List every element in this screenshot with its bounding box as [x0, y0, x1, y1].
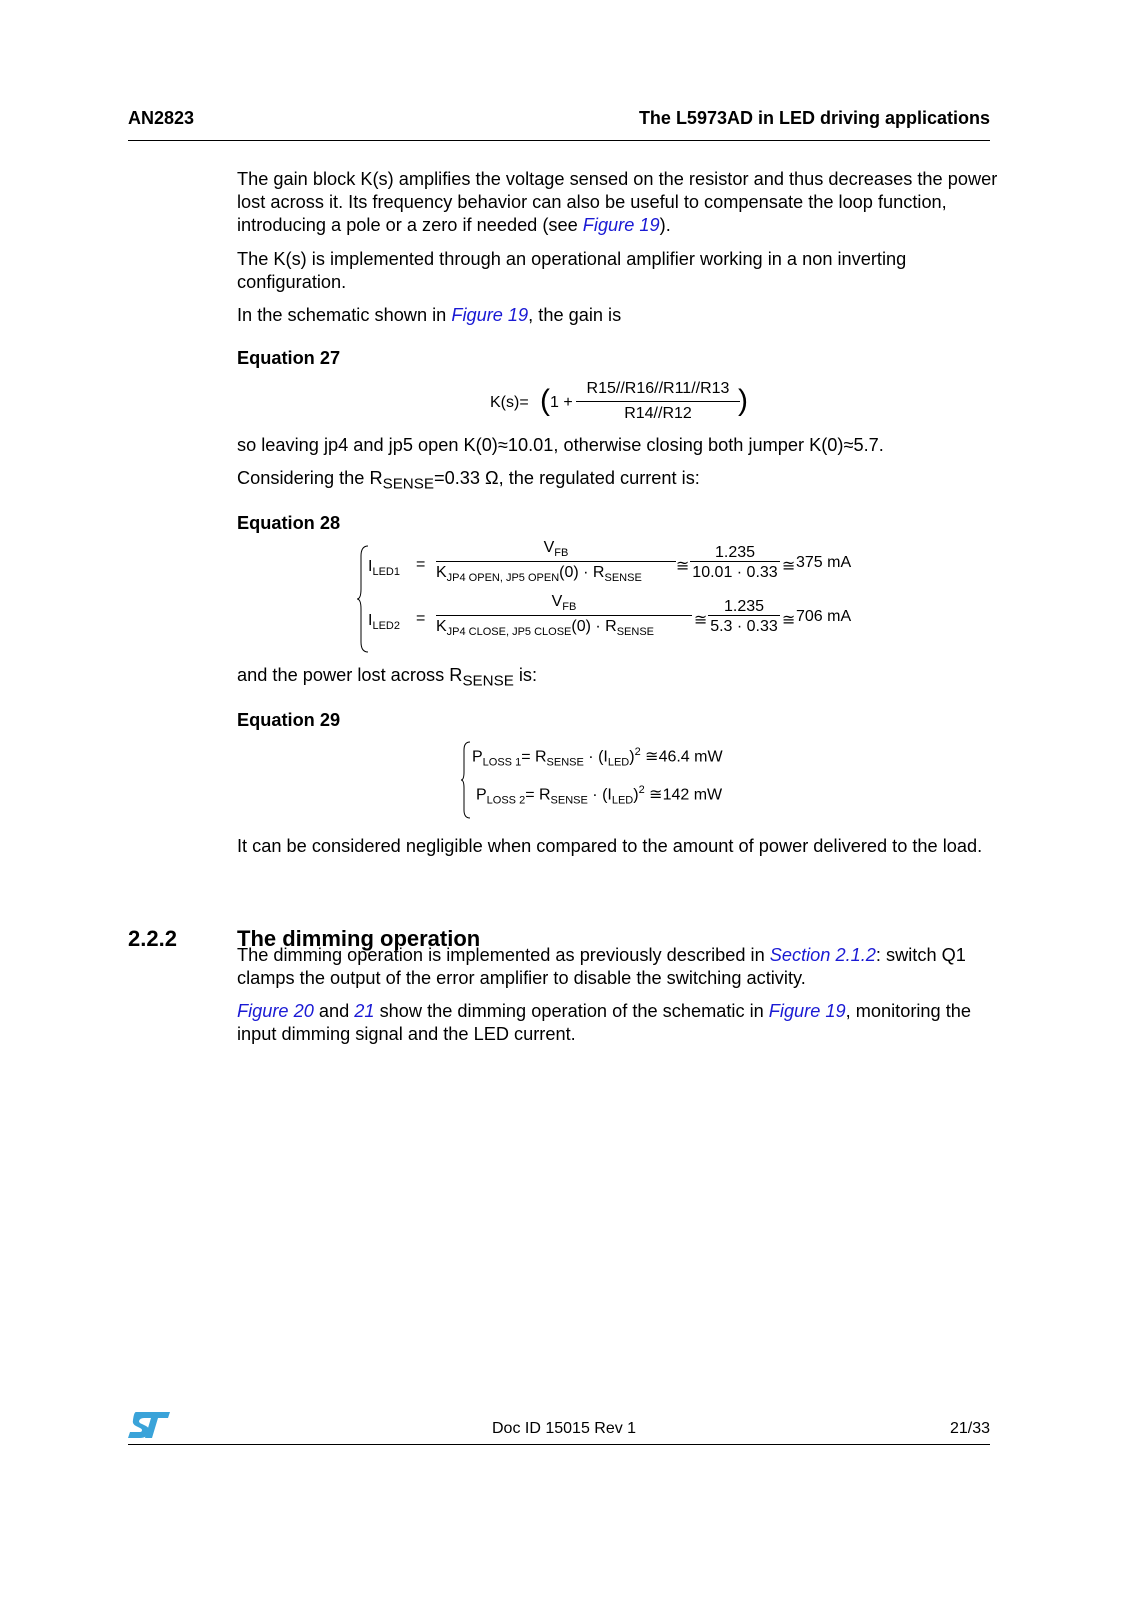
- eq28-equals: =: [416, 610, 426, 627]
- header-title: The L5973AD in LED driving applications: [638, 108, 990, 128]
- link-figure-19[interactable]: Figure 19: [582, 215, 660, 235]
- paragraph-text: show the dimming operation of the schematic in: [374, 1001, 769, 1021]
- paragraph-text: ).: [659, 215, 671, 235]
- eq28-num2-2: 1.235: [723, 598, 765, 615]
- eq28-vfb: $V_{FB}$: [543, 539, 569, 560]
- eq28-fraction-bar-2b: [708, 615, 780, 616]
- link-figure-20[interactable]: Figure 20: [237, 1001, 314, 1021]
- doc-code: AN2823: [128, 108, 195, 128]
- equation-29: [460, 740, 780, 820]
- equation-27: [490, 380, 750, 430]
- section-number: 2.2.2: [128, 926, 177, 951]
- paragraph-text: It can be considered negligible when compared to the amount of power delivered to the load.: [237, 836, 983, 856]
- link-figure-21[interactable]: 21: [354, 1001, 375, 1021]
- paragraph-text: , the gain is: [528, 305, 622, 325]
- paragraph-text: Considering the R: [237, 468, 383, 488]
- eq27-one-plus: 1 +: [550, 394, 573, 411]
- paragraph-dimming-1: [237, 944, 1007, 990]
- link-section-2-1-2[interactable]: Section 2.1.2: [769, 945, 876, 965]
- link-figure-19[interactable]: Figure 19: [451, 305, 529, 325]
- paragraph-text: : switch Q1 clamps the output of the error amplifier to disable the switching activity.: [237, 945, 966, 988]
- footer-doc-id: Doc ID 15015 Rev 1: [492, 1420, 637, 1437]
- paragraph-jumpers: [237, 434, 1007, 457]
- eq28-den-2: $K_{JP4 CLOSE, JP5 CLOSE}(0) \cdot R_{SENSE}$: [436, 618, 655, 639]
- paragraph-negligible: [237, 835, 1007, 858]
- eq28-fraction-bar-1b: [690, 561, 780, 562]
- eq27-paren-left: (: [540, 384, 550, 417]
- brace-icon: [460, 740, 472, 820]
- header-rule: [128, 140, 990, 141]
- subscript: SENSE: [382, 475, 434, 493]
- section-title: The dimming operation: [237, 926, 481, 951]
- eq28-fraction-bar-1: [436, 561, 676, 562]
- equation-28-label: Equation 28: [237, 513, 341, 533]
- eq29-line-2: $P_{LOSS 2}= R_{SENSE} \cdot (I_{LED})^2$ ≅142 mW: [476, 784, 723, 807]
- eq27-denominator: R14//R12: [624, 405, 692, 422]
- eq28-equals: =: [416, 556, 426, 573]
- paragraph-dimming-2: [237, 1000, 1007, 1046]
- eq28-iled1: $I_{LED1}$: [368, 558, 400, 579]
- footer-page-number: 21/33: [949, 1420, 990, 1437]
- paragraph-schematic: [237, 304, 1007, 327]
- eq28-result-2: 706 mA: [796, 608, 852, 625]
- eq28-result-1: 375 mA: [796, 554, 852, 571]
- paragraph-text: is:: [513, 665, 538, 685]
- eq27-paren-right: ): [738, 384, 748, 417]
- paragraph-text: and the power lost across R: [237, 665, 463, 685]
- paragraph-text: so leaving jp4 and jp5 open K(0)≈10.01, otherwise closing both jumper K(0)≈5.7.: [237, 435, 884, 455]
- eq27-lhs: K(s)=: [490, 394, 529, 411]
- link-figure-19[interactable]: Figure 19: [768, 1001, 846, 1021]
- equation-27-label: Equation 27: [237, 348, 341, 368]
- st-logo-icon: [128, 1410, 172, 1440]
- paragraph-power-lost: [237, 664, 1007, 693]
- eq28-num2-1: 1.235: [714, 544, 756, 561]
- paragraph-text: =0.33 Ω, the regulated current is:: [433, 468, 700, 488]
- eq28-den2-1: 10.01 · 0.33: [692, 564, 778, 581]
- equation-29-label: Equation 29: [237, 710, 341, 730]
- paragraph-text: The gain block K(s) amplifies the voltage sensed on the resistor and thus decreases the power lost across it. Its frequency behavior can also be useful to compensate the loop function, introducing a pole or a zero if needed (see: [237, 169, 998, 235]
- paragraph-text: The K(s) is implemented through an operational amplifier working in a non inverting configuration.: [237, 249, 907, 292]
- equation-28: [356, 539, 876, 654]
- footer-rule: [128, 1444, 990, 1445]
- subscript: SENSE: [462, 672, 514, 690]
- eq28-approx-2b: ≅: [782, 612, 796, 629]
- eq28-approx-1b: ≅: [782, 558, 796, 575]
- eq28-vfb: $V_{FB}$: [551, 593, 577, 614]
- paragraph-text: and: [313, 1001, 355, 1021]
- paragraph-text: , monitoring the input dimming signal and the LED current.: [237, 1001, 971, 1044]
- paragraph-text: In the schematic shown in: [237, 305, 452, 325]
- eq27-numerator: R15//R16//R11//R13: [586, 380, 730, 397]
- paragraph-text: The dimming operation is implemented as previously described in: [237, 945, 770, 965]
- eq28-den2-2: 5.3 · 0.33: [710, 618, 778, 635]
- paragraph-rsense: [237, 467, 1007, 496]
- eq28-approx-1a: ≅: [676, 558, 690, 575]
- eq29-line-1: $P_{LOSS 1}= R_{SENSE} \cdot (I_{LED})^2$ ≅46.4 mW: [472, 746, 723, 769]
- paragraph-gain-block: [237, 168, 1007, 237]
- eq28-iled2: $I_{LED2}$: [368, 612, 400, 633]
- paragraph-opamp: [237, 248, 1007, 294]
- eq28-den-1: $K_{JP4 OPEN, JP5 OPEN}(0) \cdot R_{SENSE}$: [436, 564, 642, 585]
- eq27-fraction-bar: [576, 401, 740, 402]
- eq28-fraction-bar-2: [436, 615, 692, 616]
- eq28-approx-2a: ≅: [694, 612, 708, 629]
